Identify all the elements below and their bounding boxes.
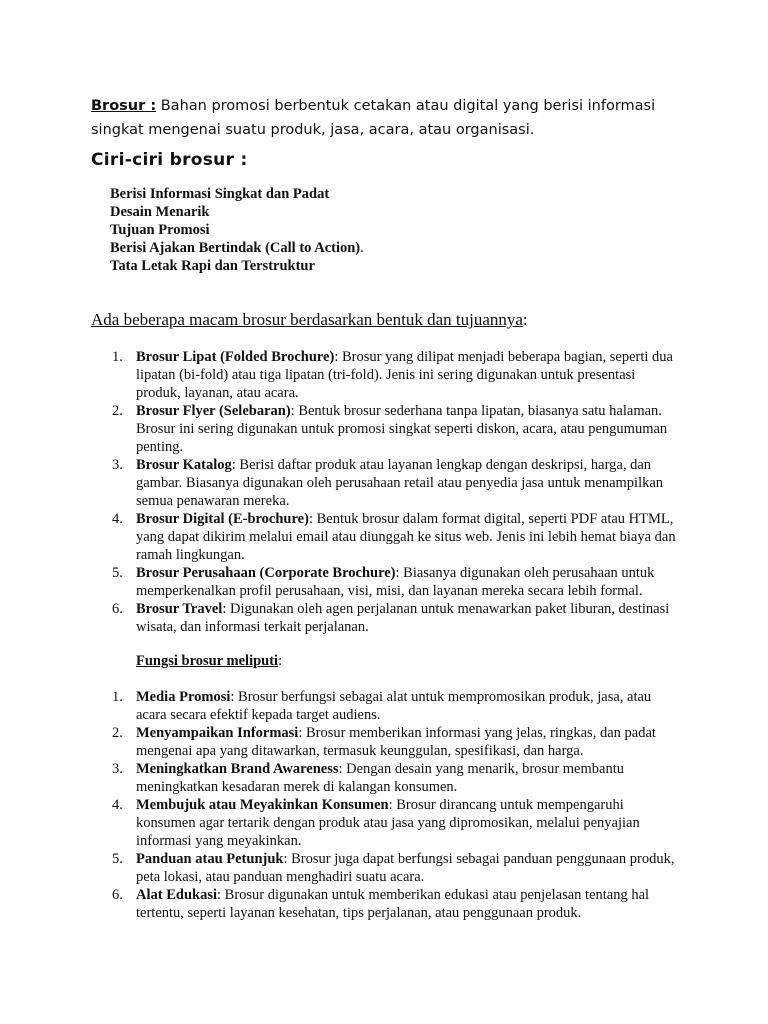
ciri-item [110, 239, 364, 257]
list-text: : Berisi daftar produk atau layanan lengkap dengan deskripsi, harga, dan gambar. Biasanya digunakan oleh perusahaan retail atau penyedia jasa untuk menampilkan semua penawaran mereka. [136, 457, 664, 509]
list-term: Media Promosi [136, 689, 231, 705]
list-text: : Dengan desain yang menarik, brosur membantu meningkatkan kesadaran merek di kalangan konsumen. [136, 761, 624, 795]
ciri-item: Desain Menarik [110, 204, 210, 220]
ciri-item-suffix: . [360, 240, 364, 256]
list-item [112, 688, 682, 724]
ciri-heading: Ciri-ciri brosur : [91, 150, 248, 170]
list-item [112, 564, 682, 600]
list-text: : Digunakan oleh agen perjalanan untuk menawarkan paket liburan, destinasi wisata, dan informasi terkait perjalanan. [136, 601, 670, 635]
list-item [112, 348, 682, 402]
list-text: : Brosur dirancang untuk mempengaruhi konsumen agar tertarik dengan produk atau jasa yang dipromosikan, melalui penyajian informasi yang meyakinkan. [136, 797, 640, 849]
list-number: 2. [112, 725, 123, 741]
list-text: : Brosur digunakan untuk memberikan edukasi atau penjelasan tentang hal tertentu, seperti layanan kesehatan, tips perjalanan, atau penggunaan produk. [136, 887, 650, 921]
list-term: Brosur Travel [136, 601, 223, 617]
list-item [112, 760, 682, 796]
list-item [112, 886, 682, 922]
list-item [112, 724, 682, 760]
list-number: 5. [112, 565, 123, 581]
ciri-item: Berisi Informasi Singkat dan Padat [110, 186, 330, 202]
list-item [112, 850, 682, 886]
list-item [112, 510, 682, 564]
fungsi-heading-suffix: : [278, 653, 283, 669]
macam-heading [91, 310, 528, 330]
list-text: : Bentuk brosur sederhana tanpa lipatan, biasanya satu halaman. Brosur ini sering digunakan untuk promosi singkat seperti diskon, acara, atau pengumuman penting. [136, 403, 668, 455]
fungsi-list [112, 688, 682, 922]
list-number: 6. [112, 887, 123, 903]
macam-heading-text: Ada beberapa macam brosur berdasarkan bentuk dan tujuannya [91, 310, 523, 329]
list-term: Brosur Digital (E-brochure) [136, 511, 309, 527]
macam-heading-suffix: : [522, 310, 528, 329]
list-text: : Brosur juga dapat berfungsi sebagai panduan penggunaan produk, peta lokasi, atau panduan menghadiri suatu acara. [136, 851, 675, 885]
list-term: Brosur Katalog [136, 457, 232, 473]
list-item [112, 402, 682, 456]
fungsi-heading-text: Fungsi brosur meliputi [136, 653, 279, 669]
list-number: 4. [112, 511, 123, 527]
list-term: Brosur Perusahaan (Corporate Brochure) [136, 565, 396, 581]
list-text: : Bentuk brosur dalam format digital, seperti PDF atau HTML, yang dapat dikirim melalui email atau diunggah ke situs web. Jenis ini lebih hemat biaya dan ramah lingkungan. [136, 511, 676, 563]
ciri-item: Tujuan Promosi [110, 222, 210, 238]
macam-list [112, 348, 682, 636]
list-text: : Brosur berfungsi sebagai alat untuk mempromosikan produk, jasa, atau acara secara efektif kepada target audiens. [136, 689, 652, 723]
ciri-item: Tata Letak Rapi dan Terstruktur [110, 258, 315, 274]
list-term: Alat Edukasi [136, 887, 217, 903]
list-text: : Brosur yang dilipat menjadi beberapa bagian, seperti dua lipatan (bi-fold) atau tiga lipatan (tri-fold). Jenis ini sering digunakan untuk presentasi produk, layanan, atau acara. [136, 349, 673, 401]
fungsi-heading [136, 653, 282, 670]
list-number: 3. [112, 761, 123, 777]
list-term: Brosur Flyer (Selebaran) [136, 403, 291, 419]
list-term: Brosur Lipat (Folded Brochure) [136, 349, 335, 365]
list-item [112, 456, 682, 510]
ciri-item-text: Berisi Ajakan Bertindak (Call to Action) [110, 240, 361, 256]
list-number: 1. [112, 349, 123, 365]
list-text: : Brosur memberikan informasi yang jelas, ringkas, dan padat mengenai apa yang ditawarkan, termasuk keunggulan, spesifikasi, dan harga. [136, 725, 656, 759]
intro-definition: Bahan promosi berbentuk cetakan atau digital yang berisi informasi singkat mengenai suatu produk, jasa, acara, atau organisasi. [91, 98, 656, 138]
list-number: 6. [112, 601, 123, 617]
list-text: : Biasanya digunakan oleh perusahaan untuk memperkenalkan profil perusahaan, visi, misi, dan layanan mereka secara lebih formal. [136, 565, 655, 599]
list-number: 5. [112, 851, 123, 867]
list-number: 4. [112, 797, 123, 813]
list-term: Menyampaikan Informasi [136, 725, 299, 741]
list-item [112, 796, 682, 850]
list-number: 3. [112, 457, 123, 473]
ciri-list [110, 185, 364, 275]
intro-term: Brosur : [91, 98, 157, 114]
list-number: 1. [112, 689, 123, 705]
list-term: Meningkatkan Brand Awareness [136, 761, 339, 777]
list-term: Membujuk atau Meyakinkan Konsumen [136, 797, 389, 813]
list-number: 2. [112, 403, 123, 419]
list-term: Panduan atau Petunjuk [136, 851, 284, 867]
intro-paragraph [91, 94, 691, 142]
list-item [112, 600, 682, 636]
